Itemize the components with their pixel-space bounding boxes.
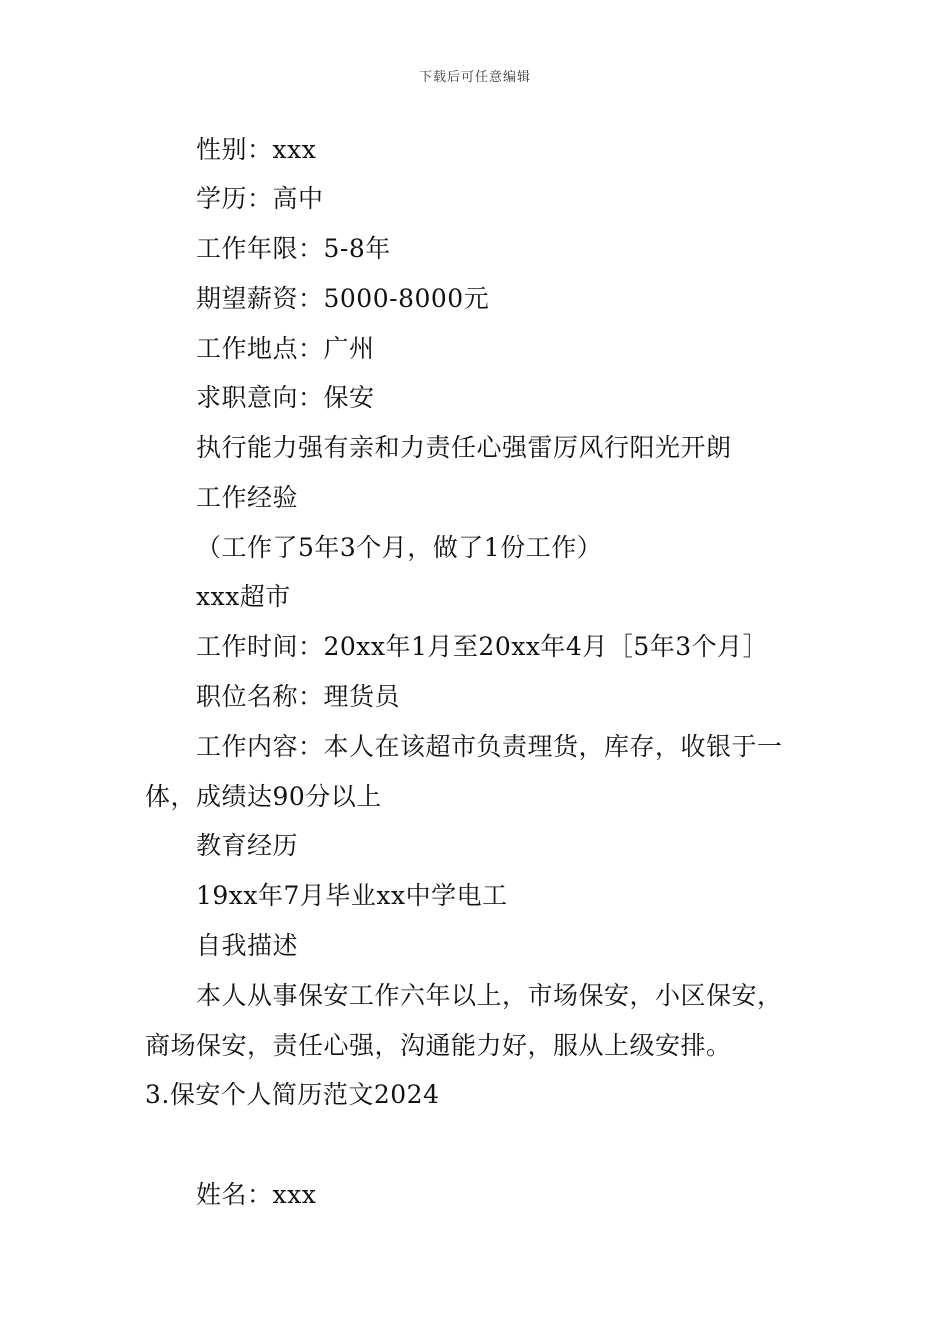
- expected-salary-line: 期望薪资：5000-8000元: [196, 284, 490, 313]
- job-intention-line: 求职意向：保安: [196, 383, 375, 412]
- education-heading: 教育经历: [196, 831, 299, 860]
- work-content-line-2: 体，成绩达90分以上: [145, 782, 382, 811]
- personal-traits-line: 执行能力强有亲和力责任心强雷厉风行阳光开朗: [196, 433, 732, 462]
- work-time-line: 工作时间：20xx年1月至20xx年4月［5年3个月］: [196, 632, 769, 661]
- work-summary-line: （工作了5年3个月，做了1份工作）: [196, 533, 603, 562]
- self-description-heading: 自我描述: [196, 931, 299, 960]
- work-location-line: 工作地点：广州: [196, 334, 375, 363]
- education-detail-line: 19xx年7月毕业xx中学电工: [196, 881, 508, 910]
- work-content-line-1: 工作内容：本人在该超市负责理货，库存，收银于一: [196, 732, 783, 761]
- self-description-line-1: 本人从事保安工作六年以上，市场保安，小区保安，: [196, 981, 783, 1010]
- name-line: 姓名：xxx: [196, 1180, 317, 1209]
- section-title: 3.保安个人简历范文2024: [145, 1080, 440, 1109]
- position-title-line: 职位名称：理货员: [196, 682, 401, 711]
- page-header-note: 下载后可任意编辑: [418, 70, 531, 85]
- work-years-line: 工作年限：5-8年: [196, 234, 391, 263]
- education-line: 学历：高中: [196, 184, 324, 213]
- self-description-line-2: 商场保安，责任心强，沟通能力好，服从上级安排。: [145, 1031, 732, 1060]
- work-experience-heading: 工作经验: [196, 483, 299, 512]
- gender-line: 性别：xxx: [196, 135, 317, 164]
- company-name-line: xxx超市: [196, 582, 291, 611]
